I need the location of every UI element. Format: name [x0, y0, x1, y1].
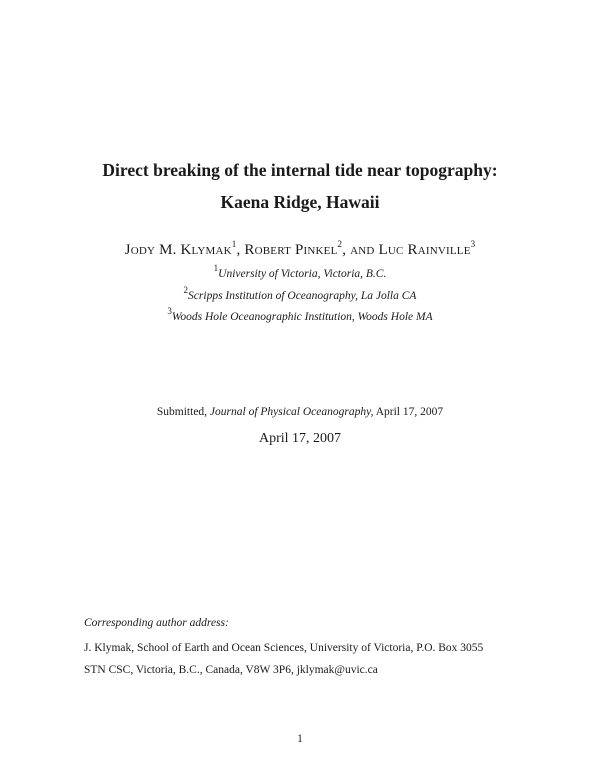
page-number: 1 [297, 733, 303, 745]
author-affiliation-mark: 2 [337, 239, 343, 249]
paper-title-line-1: Direct breaking of the internal tide near topography: [102, 160, 498, 180]
document-date: April 17, 2007 [258, 431, 342, 446]
affiliation [0, 262, 600, 281]
paper-title-line-2: Kaena Ridge, Hawaii [220, 192, 380, 212]
affiliation-mark: 2 [183, 285, 189, 295]
author-affiliation-mark: 3 [470, 239, 476, 249]
correspondence-address-line-1: J. Klymak, School of Earth and Ocean Sciences, University of Victoria, P.O. Box 3055 [84, 642, 484, 654]
author-affiliation-mark: 1 [231, 239, 237, 249]
submission-prefix: Submitted, [156, 406, 210, 418]
author-separator: , [236, 242, 245, 258]
affiliation [0, 305, 600, 324]
author-name: Robert Pinkel [244, 242, 338, 258]
affiliation-text: University of Victoria, Victoria, B.C. [218, 267, 387, 280]
affiliation-mark: 3 [167, 306, 172, 316]
affiliation-mark: 1 [213, 263, 219, 273]
affiliation-text: Woods Hole Oceanographic Institution, Woods Hole MA [171, 310, 433, 323]
submission-date: April 17, 2007 [373, 406, 444, 418]
author-separator: , and [342, 242, 379, 258]
submission-note [0, 405, 600, 419]
correspondence-address-line-2: STN CSC, Victoria, B.C., Canada, V8W 3P6, jklymak@uvic.ca [84, 664, 378, 676]
journal-name: Journal of Physical Oceanography, [209, 406, 374, 418]
author-list [0, 236, 600, 259]
affiliation-text: Scripps Institution of Oceanography, La Jolla CA [188, 289, 417, 302]
correspondence-heading: Corresponding author address: [84, 617, 229, 629]
author-name: Jody M. Klymak [124, 242, 232, 258]
affiliation [0, 284, 600, 303]
author-name: Luc Rainville [378, 242, 471, 258]
